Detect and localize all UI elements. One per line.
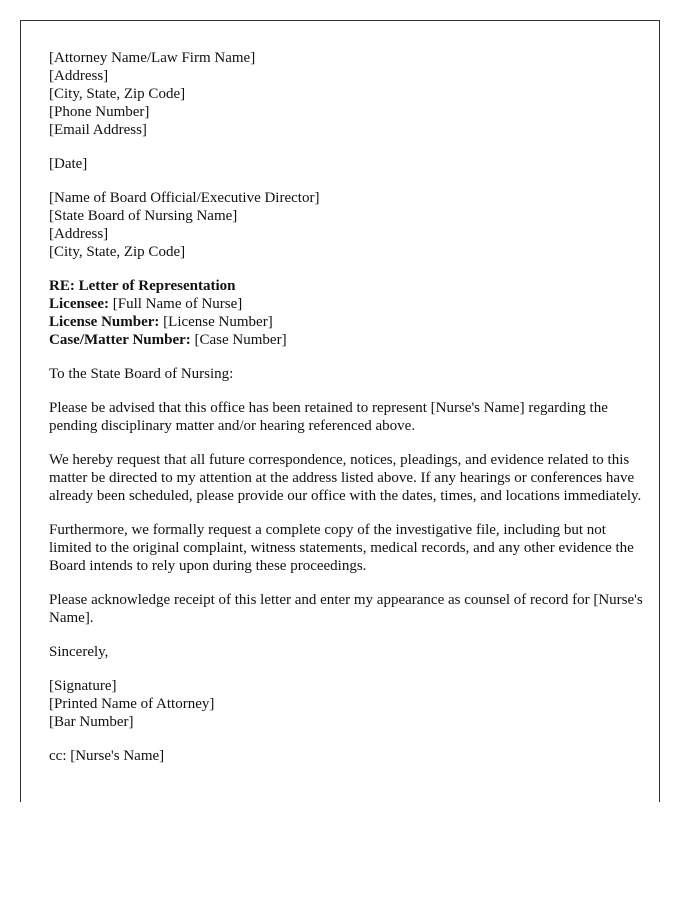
cc-line: cc: [Nurse's Name] [49, 748, 165, 764]
recipient-name: [Name of Board Official/Executive Director] [49, 190, 320, 206]
sender-phone: [Phone Number] [49, 104, 150, 120]
salutation: To the State Board of Nursing: [49, 366, 234, 382]
license-number-label: License Number: [49, 314, 160, 330]
recipient-city: [City, State, Zip Code] [49, 244, 186, 260]
licensee-value: [Full Name of Nurse] [108, 296, 243, 312]
printed-name: [Printed Name of Attorney] [49, 696, 215, 712]
body-paragraph: Please acknowledge receipt of this letter and enter my appearance as counsel of record for [Nurse's Name]. [49, 592, 643, 626]
case-number-label: Case/Matter Number: [49, 332, 191, 348]
recipient-address: [Address] [49, 226, 109, 242]
sender-block [49, 49, 649, 139]
letter-page [20, 20, 660, 802]
letter-date: [Date] [49, 156, 88, 172]
re-subject: RE: Letter of Representation [49, 278, 236, 294]
bar-number: [Bar Number] [49, 714, 134, 730]
re-block [49, 277, 649, 349]
body-paragraph: We hereby request that all future correspondence, notices, pleadings, and evidence related to this matter be directed to my attention at the address listed above. If any hearings or conferences have already been scheduled, please provide our office with the dates, times, and locations immediately. [49, 452, 642, 504]
recipient-block [49, 189, 649, 261]
case-number-value: [Case Number] [190, 332, 287, 348]
sender-address: [Address] [49, 68, 109, 84]
sender-name: [Attorney Name/Law Firm Name] [49, 50, 256, 66]
recipient-board: [State Board of Nursing Name] [49, 208, 238, 224]
sender-email: [Email Address] [49, 122, 147, 138]
body-paragraph: Please be advised that this office has been retained to represent [Nurse's Name] regarding the pending disciplinary matter and/or hearing referenced above. [49, 400, 608, 434]
body-paragraph: Furthermore, we formally request a complete copy of the investigative file, including but not limited to the original complaint, witness statements, medical records, and any other evidence the Board intends to rely upon during these proceedings. [49, 522, 634, 574]
signature: [Signature] [49, 678, 117, 694]
closing: Sincerely, [49, 644, 109, 660]
licensee-label: Licensee: [49, 296, 109, 312]
signature-block [49, 677, 649, 731]
sender-city: [City, State, Zip Code] [49, 86, 186, 102]
license-number-value: [License Number] [159, 314, 273, 330]
